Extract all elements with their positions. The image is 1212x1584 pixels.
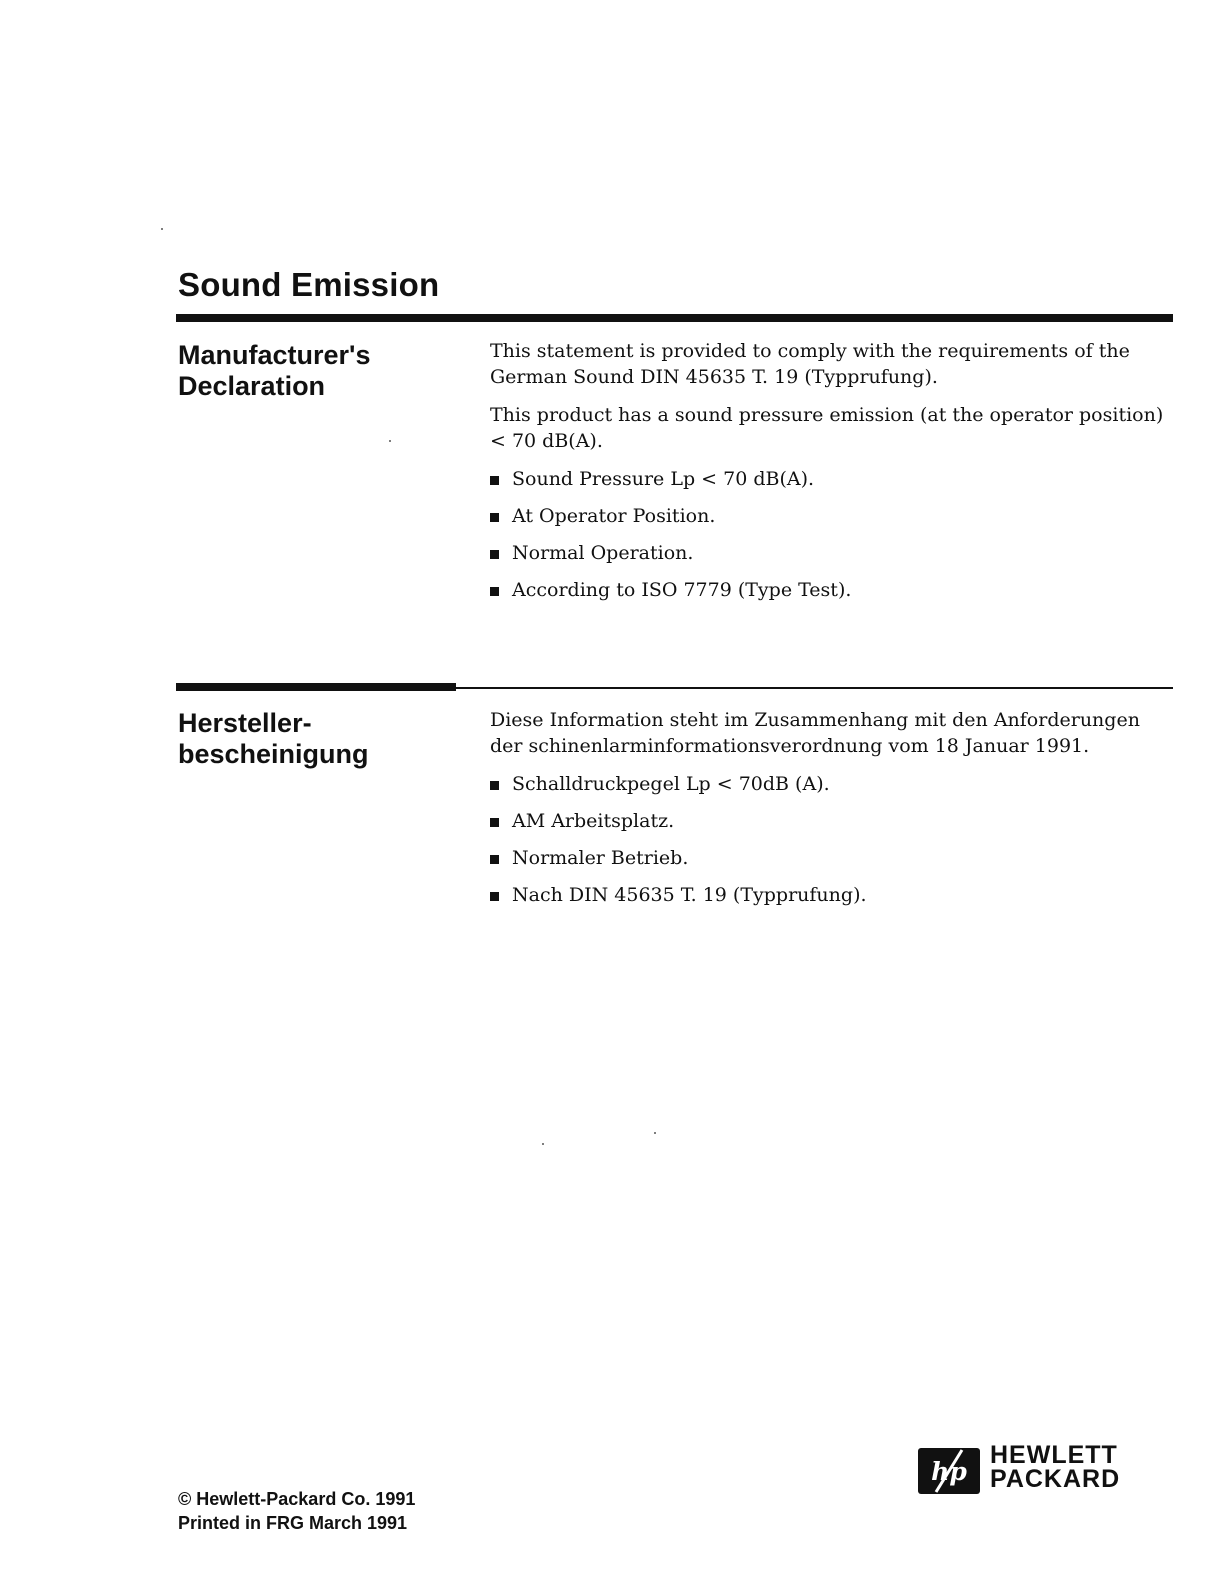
list-item-text: According to ISO 7779 (Type Test). bbox=[512, 579, 852, 601]
section-divider-thin bbox=[456, 687, 1173, 689]
list-item-text: Normaler Betrieb. bbox=[512, 847, 689, 869]
scan-speck bbox=[542, 1143, 544, 1145]
section-divider-thick bbox=[176, 683, 456, 691]
list-item bbox=[490, 882, 1170, 908]
square-bullet-icon bbox=[490, 818, 499, 827]
hp-logo-icon bbox=[918, 1448, 980, 1494]
list-item-text: Sound Pressure Lp < 70 dB(A). bbox=[512, 468, 815, 490]
list-item bbox=[490, 577, 1170, 603]
section-body-herstellerbescheinigung bbox=[490, 707, 1170, 919]
square-bullet-icon bbox=[490, 892, 499, 901]
hp-logo bbox=[918, 1443, 1154, 1495]
scan-speck bbox=[161, 228, 163, 230]
list-item bbox=[490, 466, 1170, 492]
list-item bbox=[490, 771, 1170, 797]
section-heading-manufacturers-declaration bbox=[178, 340, 448, 402]
bullet-list bbox=[490, 771, 1170, 908]
print-info-text: Printed in FRG March 1991 bbox=[178, 1513, 408, 1533]
list-item-text: Normal Operation. bbox=[512, 542, 694, 564]
list-item-text: Schalldruckpegel Lp < 70dB (A). bbox=[512, 773, 830, 795]
copyright-text: © Hewlett-Packard Co. 1991 bbox=[178, 1489, 416, 1509]
paragraph: This product has a sound pressure emission (at the operator position) < 70 dB(A). bbox=[490, 404, 1164, 452]
hp-logo-mark-text: hp bbox=[931, 1457, 967, 1486]
square-bullet-icon bbox=[490, 550, 499, 559]
paragraph: This statement is provided to comply with the requirements of the German Sound DIN 45635 T. 19 (Typprufung). bbox=[490, 340, 1130, 388]
section-heading-herstellerbescheinigung bbox=[178, 708, 448, 770]
logo-wordmark bbox=[990, 1443, 1120, 1491]
square-bullet-icon bbox=[490, 855, 499, 864]
scan-speck bbox=[654, 1132, 656, 1134]
square-bullet-icon bbox=[490, 476, 499, 485]
heading-line: Hersteller- bbox=[178, 708, 312, 738]
list-item bbox=[490, 540, 1170, 566]
list-item-text: Nach DIN 45635 T. 19 (Typprufung). bbox=[512, 884, 867, 906]
paragraph: Diese Information steht im Zusammenhang mit den Anforderungen der schinenlarminformationsverordnung vom 18 Januar 1991. bbox=[490, 709, 1140, 757]
heading-line: Declaration bbox=[178, 371, 326, 401]
square-bullet-icon bbox=[490, 587, 499, 596]
square-bullet-icon bbox=[490, 781, 499, 790]
list-item-text: At Operator Position. bbox=[512, 505, 716, 527]
section-body-manufacturers-declaration bbox=[490, 338, 1170, 614]
footer bbox=[178, 1487, 415, 1535]
logo-line: HEWLETT bbox=[990, 1441, 1118, 1469]
heading-line: Manufacturer's bbox=[178, 340, 371, 370]
square-bullet-icon bbox=[490, 513, 499, 522]
logo-line: PACKARD bbox=[990, 1465, 1121, 1493]
heading-line: bescheinigung bbox=[178, 739, 369, 769]
page-title: Sound Emission bbox=[178, 266, 440, 303]
list-item bbox=[490, 503, 1170, 529]
list-item bbox=[490, 845, 1170, 871]
list-item-text: AM Arbeitsplatz. bbox=[512, 810, 675, 832]
title-rule bbox=[176, 314, 1173, 322]
bullet-list bbox=[490, 466, 1170, 603]
scan-speck bbox=[389, 440, 391, 442]
list-item bbox=[490, 808, 1170, 834]
